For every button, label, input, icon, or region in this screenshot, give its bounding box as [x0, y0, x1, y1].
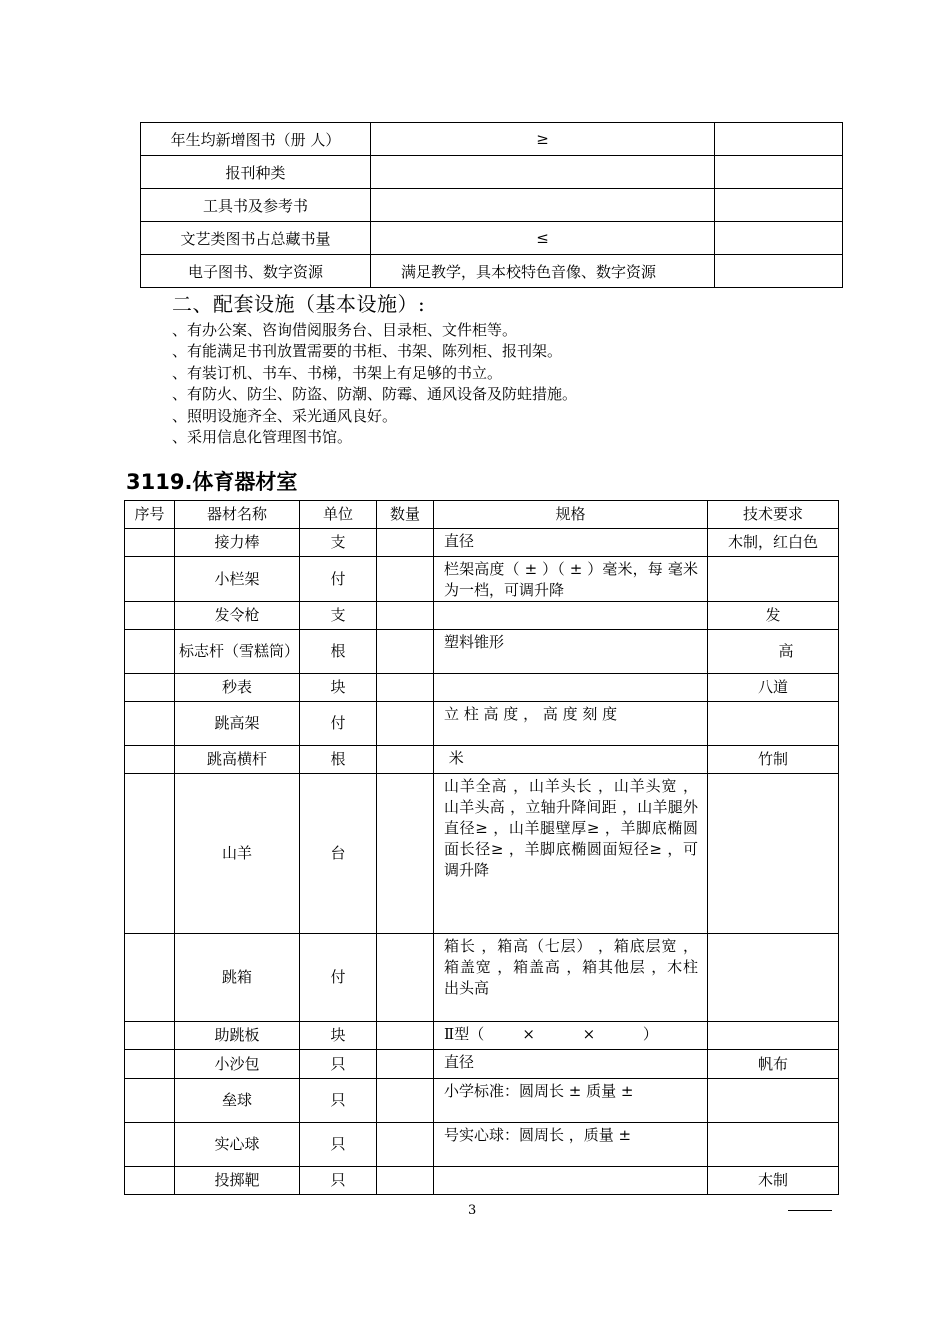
cell-no	[125, 602, 175, 630]
cell-no	[125, 674, 175, 702]
table-row	[125, 557, 839, 602]
cell-no	[125, 529, 175, 557]
cell-no	[125, 746, 175, 774]
header-no: 序号	[125, 501, 175, 529]
list-item: 、采用信息化管理图书馆。	[172, 428, 353, 446]
cell-req	[708, 1079, 839, 1123]
cell-qty	[377, 1123, 434, 1167]
table-row	[141, 255, 843, 288]
row-extra	[715, 156, 843, 189]
cell-name: 小沙包	[175, 1050, 300, 1079]
row-label: 文艺类图书占总藏书量	[141, 222, 371, 255]
cell-unit: 付	[300, 557, 377, 602]
row-extra	[715, 255, 843, 288]
row-label: 工具书及参考书	[141, 189, 371, 222]
row-extra	[715, 123, 843, 156]
cell-unit: 根	[300, 746, 377, 774]
library-table	[140, 122, 843, 288]
table-row	[125, 674, 839, 702]
table-row	[125, 934, 839, 1022]
row-value: ≥	[371, 123, 715, 156]
cell-unit: 付	[300, 934, 377, 1022]
cell-req	[708, 557, 839, 602]
cell-qty	[377, 674, 434, 702]
row-value: ≤	[371, 222, 715, 255]
cell-req	[708, 1022, 839, 1050]
cell-name: 小栏架	[175, 557, 300, 602]
cell-unit: 台	[300, 774, 377, 934]
cell-no	[125, 557, 175, 602]
cell-unit: 块	[300, 674, 377, 702]
cell-name: 山羊	[175, 774, 300, 934]
list-item: 、有防火、防尘、防盗、防潮、防霉、通风设备及防蛀措施。	[172, 385, 578, 403]
cell-qty	[377, 702, 434, 746]
list-item: 、有装订机、书车、书梯，书架上有足够的书立。	[172, 364, 503, 382]
cell-spec: 山羊全高 ，山羊头长 ，山羊头宽 ，山羊头高 ，立轴升降间距 ，山羊腿外直径≥ ，山羊腿壁厚≥ ，羊脚底椭圆面长径≥ ，羊脚底椭圆面短径≥ ，可调升降	[434, 774, 708, 934]
cell-req	[708, 1123, 839, 1167]
table-row	[125, 702, 839, 746]
row-extra	[715, 189, 843, 222]
cell-name: 实心球	[175, 1123, 300, 1167]
row-label: 年生均新增图书（册 人）	[141, 123, 371, 156]
table-row	[125, 1123, 839, 1167]
table-row	[125, 529, 839, 557]
header-unit: 单位	[300, 501, 377, 529]
cell-req: 八道	[708, 674, 839, 702]
cell-unit: 支	[300, 529, 377, 557]
table-row	[125, 630, 839, 674]
cell-unit: 支	[300, 602, 377, 630]
cell-unit: 只	[300, 1050, 377, 1079]
header-req: 技术要求	[708, 501, 839, 529]
header-qty: 数量	[377, 501, 434, 529]
cell-name: 跳箱	[175, 934, 300, 1022]
cell-req	[708, 774, 839, 934]
cell-spec	[434, 602, 708, 630]
cell-no	[125, 1167, 175, 1195]
footer-divider	[788, 1210, 832, 1211]
cell-qty	[377, 529, 434, 557]
cell-no	[125, 702, 175, 746]
table-row	[125, 1050, 839, 1079]
list-item: 、有办公案、咨询借阅服务台、目录柜、文件柜等。	[172, 321, 518, 339]
cell-no	[125, 934, 175, 1022]
cell-spec: 塑料锥形	[434, 630, 708, 674]
table-row	[125, 746, 839, 774]
cell-qty	[377, 934, 434, 1022]
cell-qty	[377, 1079, 434, 1123]
cell-spec: 箱长 ，箱高（七层） ，箱底层宽 ，箱盖宽 ，箱盖高 ，箱其他层 ，木柱出头高	[434, 934, 708, 1022]
row-label: 报刊种类	[141, 156, 371, 189]
cell-unit: 根	[300, 630, 377, 674]
cell-req: 发	[708, 602, 839, 630]
cell-name: 标志杆（雪糕筒）	[175, 630, 300, 674]
cell-no	[125, 1079, 175, 1123]
cell-spec: 米	[434, 746, 708, 774]
cell-name: 跳高架	[175, 702, 300, 746]
table-row	[141, 123, 843, 156]
header-spec: 规格	[434, 501, 708, 529]
cell-no	[125, 774, 175, 934]
row-value: 满足教学，具本校特色音像、数字资源	[371, 255, 715, 288]
cell-name: 跳高横杆	[175, 746, 300, 774]
table-header-row	[125, 501, 839, 529]
equipment-table	[124, 500, 839, 1195]
cell-qty	[377, 1167, 434, 1195]
cell-qty	[377, 557, 434, 602]
cell-name: 秒表	[175, 674, 300, 702]
cell-unit: 块	[300, 1022, 377, 1050]
cell-no	[125, 1123, 175, 1167]
cell-req	[708, 702, 839, 746]
row-extra	[715, 222, 843, 255]
cell-spec: 立 柱 高 度 ， 高 度 刻 度	[434, 702, 708, 746]
cell-spec: 栏架高度（ ± ）（ ± ）毫米，每 毫米为一档，可调升降	[434, 557, 708, 602]
cell-spec: Ⅱ型（ × × ）	[434, 1022, 708, 1050]
cell-name: 助跳板	[175, 1022, 300, 1050]
cell-qty	[377, 774, 434, 934]
cell-no	[125, 1022, 175, 1050]
table-row	[125, 1022, 839, 1050]
row-label: 电子图书、数字资源	[141, 255, 371, 288]
table-row	[125, 1079, 839, 1123]
table-row	[125, 602, 839, 630]
list-item: 、有能满足书刊放置需要的书柜、书架、陈列柜、报刊架。	[172, 342, 563, 360]
cell-spec	[434, 1167, 708, 1195]
row-value	[371, 156, 715, 189]
cell-no	[125, 1050, 175, 1079]
section-title: 二、配套设施（基本设施）:	[172, 292, 426, 316]
header-name: 器材名称	[175, 501, 300, 529]
cell-name: 接力棒	[175, 529, 300, 557]
section-heading: 3119.体育器材室	[126, 470, 298, 494]
cell-spec: 小学标准：圆周长 ± 质量 ±	[434, 1079, 708, 1123]
cell-qty	[377, 1022, 434, 1050]
cell-qty	[377, 602, 434, 630]
cell-qty	[377, 1050, 434, 1079]
cell-unit: 只	[300, 1079, 377, 1123]
table-row	[141, 222, 843, 255]
cell-spec: 直径	[434, 1050, 708, 1079]
cell-unit: 只	[300, 1167, 377, 1195]
cell-req: 竹制	[708, 746, 839, 774]
cell-spec: 直径	[434, 529, 708, 557]
row-value	[371, 189, 715, 222]
table-row	[125, 1167, 839, 1195]
cell-req: 高	[708, 630, 839, 674]
cell-spec: 号实心球：圆周长 ，质量 ±	[434, 1123, 708, 1167]
table-row	[125, 774, 839, 934]
cell-spec	[434, 674, 708, 702]
cell-req: 帆布	[708, 1050, 839, 1079]
cell-qty	[377, 630, 434, 674]
table-row	[141, 189, 843, 222]
cell-name: 投掷靶	[175, 1167, 300, 1195]
cell-unit: 付	[300, 702, 377, 746]
cell-name: 垒球	[175, 1079, 300, 1123]
cell-req: 木制，红白色	[708, 529, 839, 557]
cell-qty	[377, 746, 434, 774]
cell-name: 发令枪	[175, 602, 300, 630]
cell-unit: 只	[300, 1123, 377, 1167]
cell-req: 木制	[708, 1167, 839, 1195]
cell-req	[708, 934, 839, 1022]
table-row	[141, 156, 843, 189]
list-item: 、照明设施齐全、采光通风良好。	[172, 407, 398, 425]
page-number: 3	[468, 1203, 477, 1218]
cell-no	[125, 630, 175, 674]
